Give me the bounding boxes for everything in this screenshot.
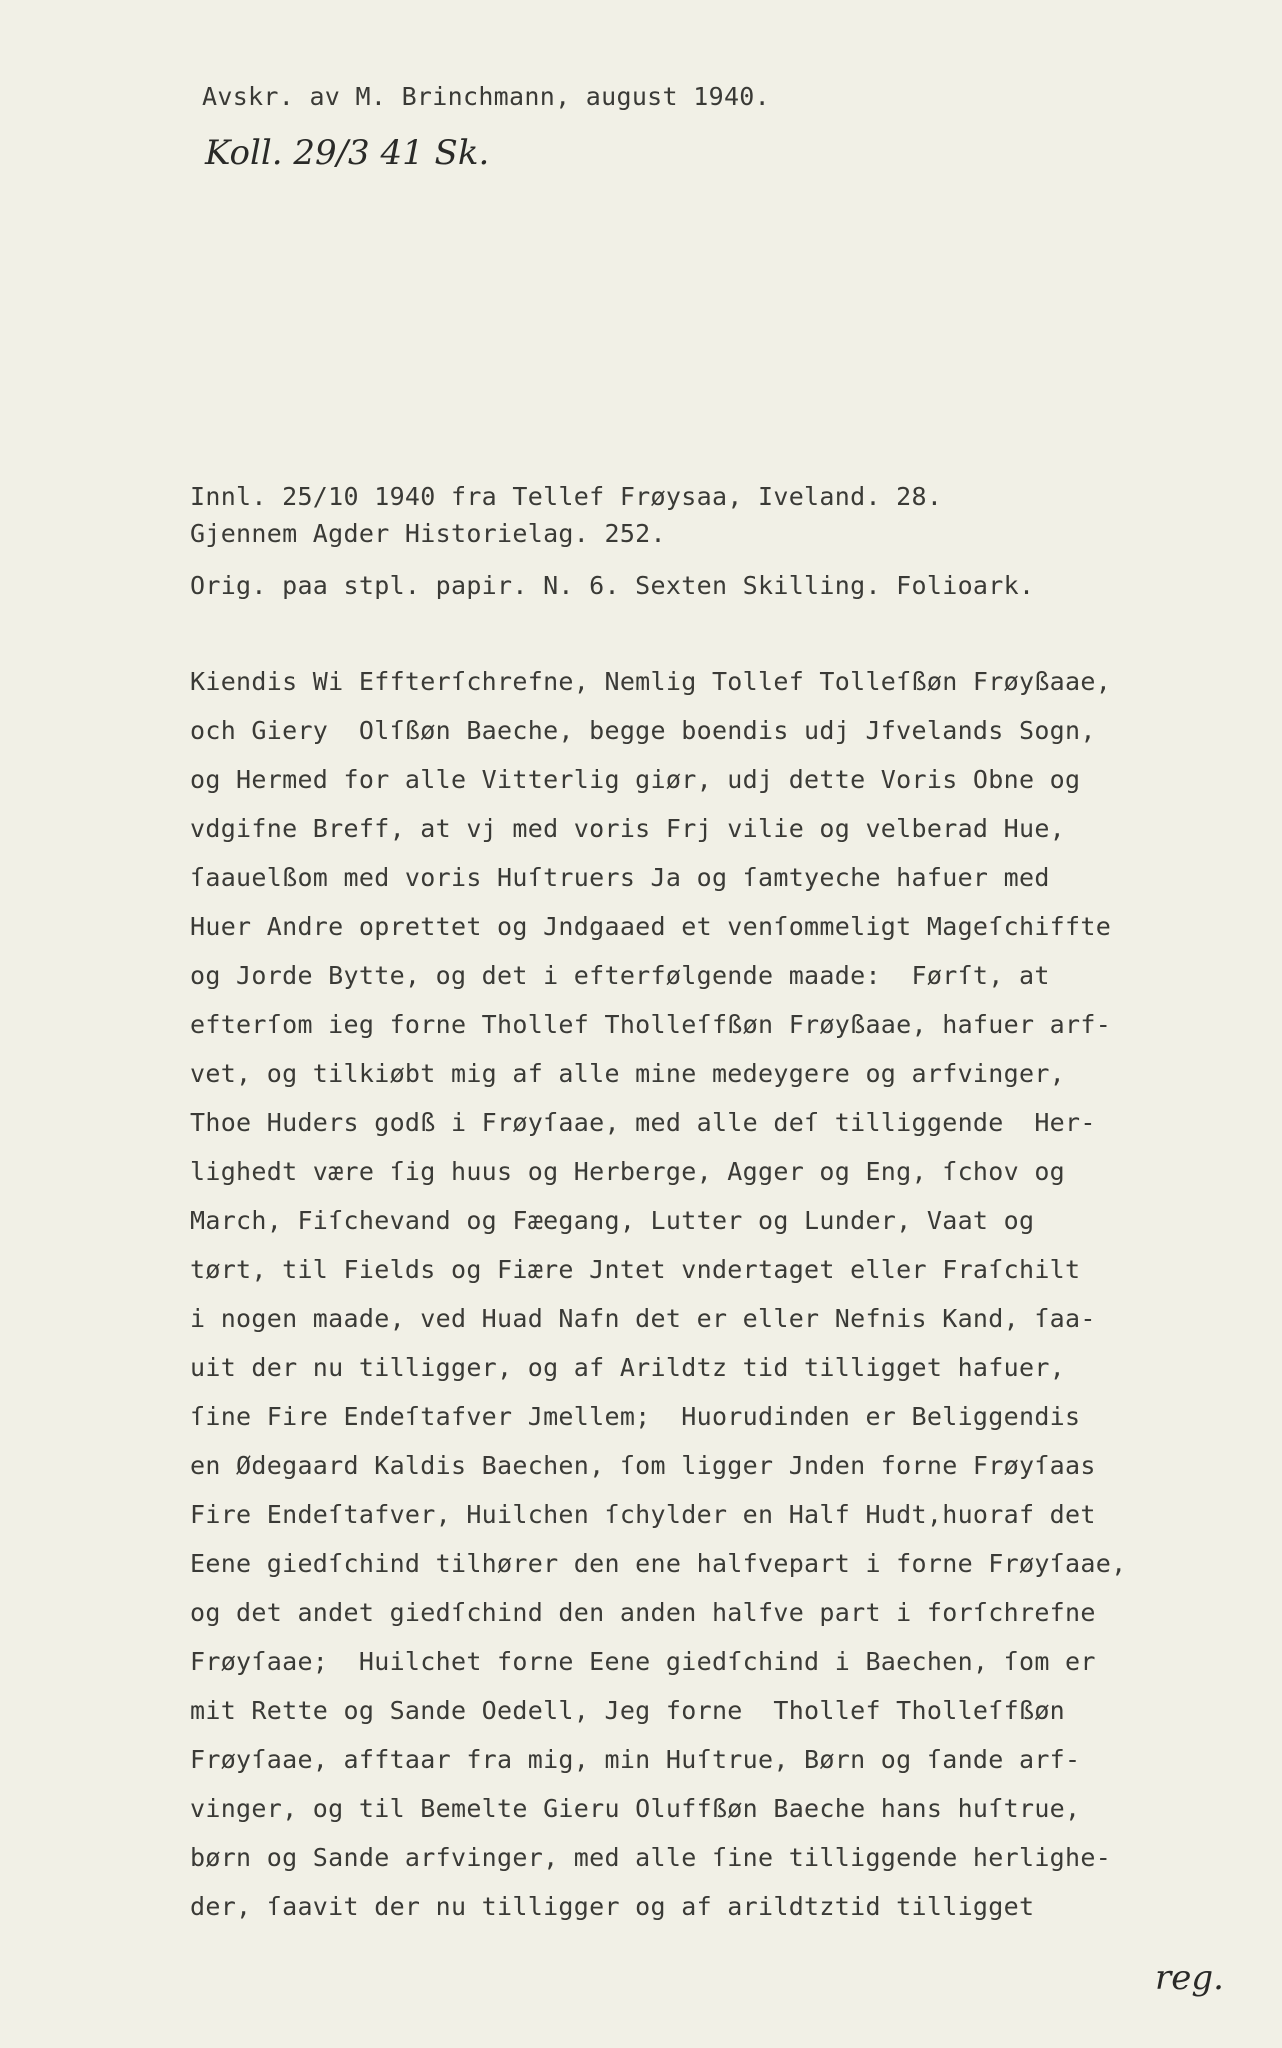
body-line: vinger, og til Bemelte Gieru Oluffßøn Baeche hans huſtrue,	[190, 1794, 1081, 1823]
body-line: og Jorde Bytte, og det i efterfølgende maade: Førſt, at	[190, 961, 1050, 990]
body-line: uit der nu tilligger, og af Arildtz tid tilligget hafuer,	[190, 1353, 1066, 1382]
body-line: Frøyſaae, afftaar fra mig, min Huſtrue, Børn og ſande arf-	[190, 1745, 1081, 1774]
meta-line-1: Innl. 25/10 1940 fra Tellef Frøysaa, Iveland. 28.	[190, 482, 943, 511]
body-line: tørt, til Fields og Fiære Jntet vndertaget eller Fraſchilt	[190, 1255, 1081, 1284]
body-line: och Giery Olſßøn Baeche, begge boendis udj Jfvelands Sogn,	[190, 716, 1096, 745]
body-line: Frøyſaae; Huilchet forne Eene giedſchind i Baechen, ſom er	[190, 1647, 1096, 1676]
body-line: i nogen maade, ved Huad Nafn det er eller Nefnis Kand, ſaa-	[190, 1304, 1096, 1333]
body-line: der, ſaavit der nu tilligger og af arildtztid tilligget	[190, 1892, 1035, 1921]
body-line: mit Rette og Sande Oedell, Jeg forne Thollef Tholleſfßøn	[190, 1696, 1066, 1725]
meta-line-3: Orig. paa stpl. papir. N. 6. Sexten Skilling. Folioark.	[190, 571, 1035, 600]
body-line: og Hermed for alle Vitterlig giør, udj dette Voris Obne og	[190, 765, 1081, 794]
body-line: vdgifne Breff, at vj med voris Frj vilie og velberad Hue,	[190, 814, 1066, 843]
body-line: og det andet giedſchind den anden halfve part i forſchrefne	[190, 1598, 1096, 1627]
body-line: March, Fiſchevand og Fæegang, Lutter og Lunder, Vaat og	[190, 1206, 1035, 1235]
body-line: Fire Endeſtafver, Huilchen ſchylder en Half Hudt,huoraf det	[190, 1500, 1096, 1529]
body-line: lighedt være ſig huus og Herberge, Agger og Eng, ſchov og	[190, 1157, 1066, 1186]
handwritten-note: Koll. 29/3 41 Sk.	[205, 133, 490, 173]
transcriber-line: Avskr. av M. Brinchmann, august 1940.	[202, 82, 770, 111]
body-line: Thoe Huders godß i Frøyſaae, med alle deſ tilliggende Her-	[190, 1108, 1096, 1137]
body-line: Eene giedſchind tilhører den ene halfvepart i forne Frøyſaae,	[190, 1549, 1127, 1578]
body-line: ſine Fire Endeſtafver Jmellem; Huorudinden er Beliggendis	[190, 1402, 1081, 1431]
meta-line-2: Gjennem Agder Historielag. 252.	[190, 519, 666, 548]
body-line: Huer Andre oprettet og Jndgaaed et venſommeligt Mageſchiffte	[190, 912, 1112, 941]
body-line: børn og Sande arfvinger, med alle ſine tilliggende herlighe-	[190, 1843, 1112, 1872]
body-line: vet, og tilkiøbt mig af alle mine medeygere og arfvinger,	[190, 1059, 1066, 1088]
body-line: Kiendis Wi Effterſchrefne, Nemlig Tollef Tolleſßøn Frøyßaae,	[190, 667, 1112, 696]
handwritten-reg-mark: reg.	[1155, 1958, 1224, 1998]
body-line: efterſom ieg forne Thollef Tholleſfßøn Frøyßaae, hafuer arf-	[190, 1010, 1112, 1039]
body-line: ſaauelßom med voris Huſtruers Ja og ſamtyeche hafuer med	[190, 863, 1050, 892]
body-line: en Ødegaard Kaldis Baechen, ſom ligger Jnden forne Frøyſaas	[190, 1451, 1096, 1480]
